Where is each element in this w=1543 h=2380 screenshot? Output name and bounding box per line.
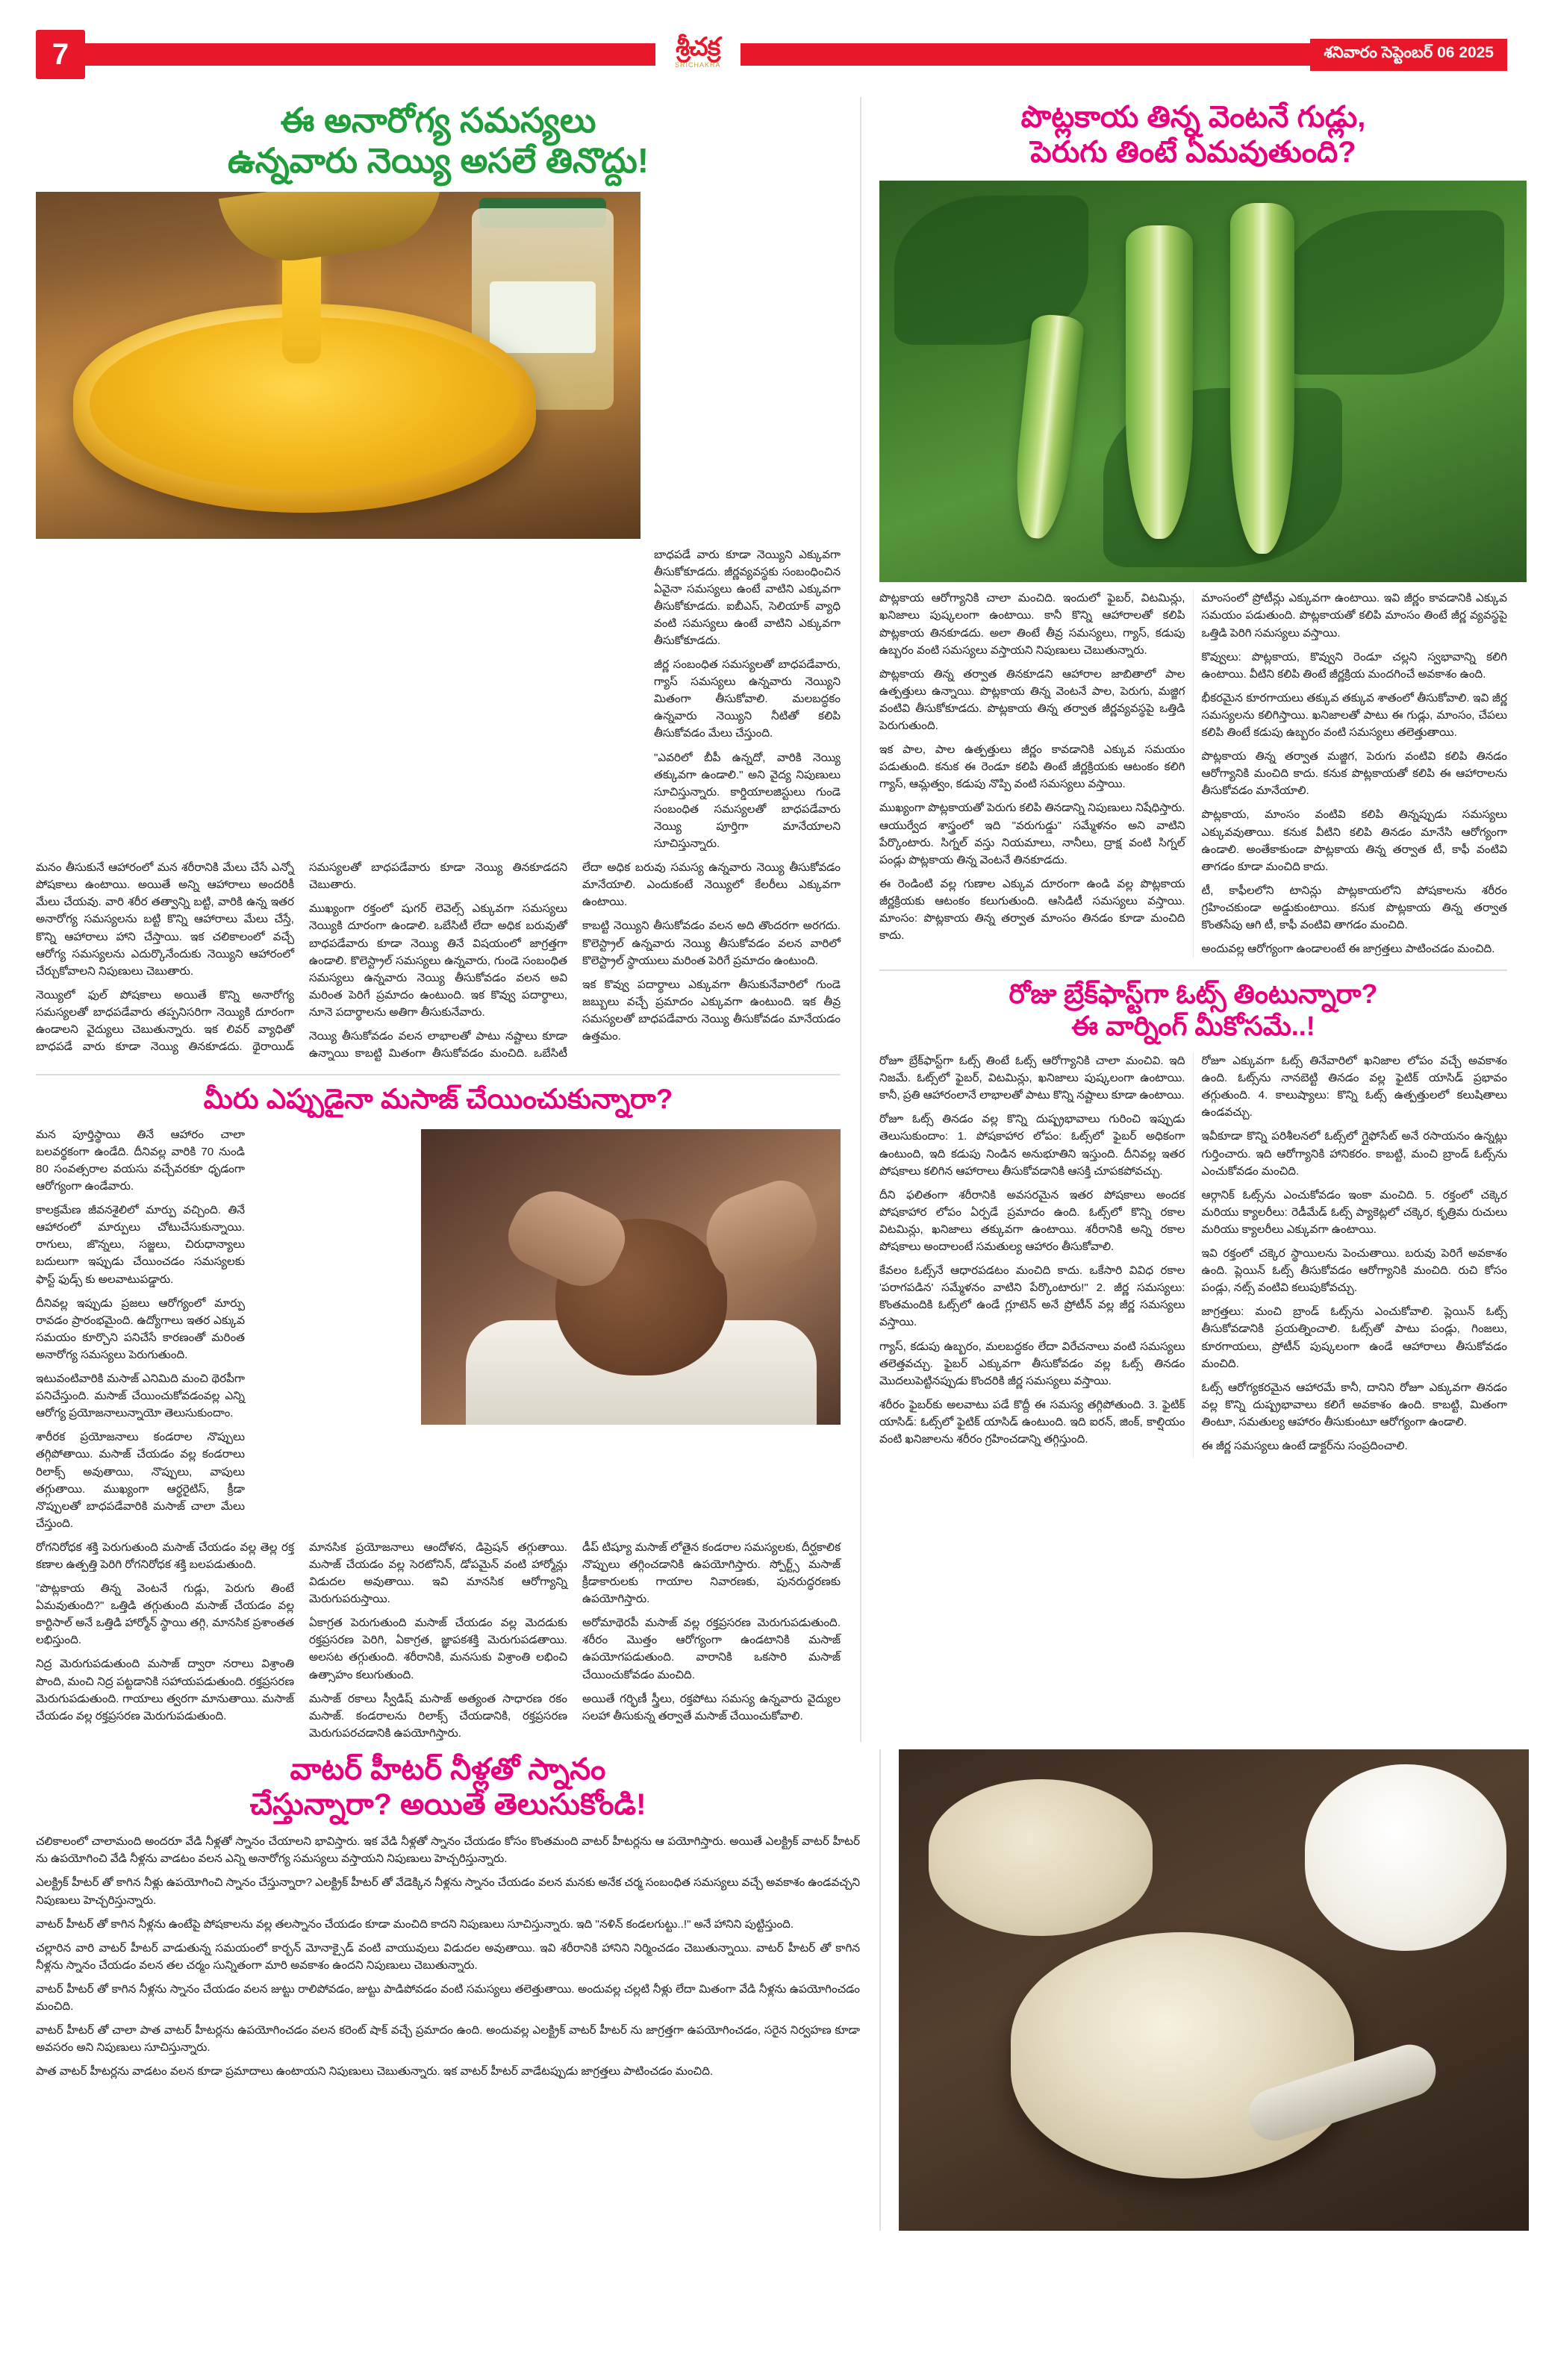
headline-line-1: రోజు బ్రేక్‌ఫాస్ట్‌గా ఓట్స్ తింటున్నారా? <box>1009 978 1378 1010</box>
paragraph: జీర్ణ సంబంధిత సమస్యలతో బాధపడేవారు, గ్యాస్ సమస్యలు ఉన్నవారు నెయ్యిని మితంగా తీసుకోవాలి. మలబద్ధకం ఉన్నవారు నెయ్యిని నీటితో కలిపి తీసుకోవడం మేలు చేస్తుంది. <box>654 658 841 740</box>
page-number-badge: 7 <box>36 30 85 79</box>
paragraph: నెయ్యి తీసుకోవడం వలన లాభాలతో పాటు నష్టాలు కూడా ఉన్నాయి కాబట్టి మితంగా తీసుకోవడం మంచిది. ఒబేసిటీ లేదా అధిక బరువు సమస్య ఉన్నవారు నెయ్యి తీసుకోవడం మానేయాలి. ఎందుకంటే నెయ్యిలో కేలరీలు ఎక్కువగా ఉంటాయి. <box>309 861 841 1061</box>
content-bottom <box>36 1749 1507 2231</box>
paragraph: మనం తీసుకునే ఆహారంలో మన శరీరానికి మేలు చేసే ఎన్నో పోషకాలు ఉంటాయి. అయితే అన్ని ఆహారాలు అందరికీ మేలు చేయవు. వారి శరీర తత్వాన్ని బట్టి, వారికి ఉన్న ఇతర అనారోగ్య సమస్యలను బట్టి కొన్ని ఆహారాలు మేలు చేస్తే, కొన్ని ఆహారాలు హాని చేస్తాయి. ఇక చలికాలంలో వచ్చే ఆరోగ్య సమస్యలను ఎదుర్కొనేందుకు నెయ్యిని ఆహారంలో చేర్చుకోవాలని నిపుణులు చెబుతారు. <box>36 861 294 978</box>
water-heater-body <box>36 1833 860 2080</box>
paragraph: ఇక కొవ్వు పదార్థాలు ఎక్కువగా తీసుకునేవారిలో గుండె జబ్బులు వచ్చే ప్రమాదం ఎక్కువగా ఉంటుంది. ఇక తీవ్ర సమస్యలతో బాధపడేవారు నెయ్యి తీసుకోవడం మానేయడం ఉత్తమం. <box>582 978 841 1043</box>
paragraph: నెయ్యిలో ఫుల్ పోషకాలు అయితే కొన్ని అనారోగ్య సమస్యలతో బాధపడేవారు తప్పనిసరిగా నెయ్యికి దూరంగా ఉండాలని వైద్యులు చెబుతున్నారు. ఇక లివర్ వ్యాధితో బాధపడే వారు కూడా నెయ్యి తినకూడదు. థైరాయిడ్ సమస్యలతో బాధపడేవారు కూడా నెయ్యి తినకూడదని చెబుతారు. <box>36 861 567 1054</box>
ghee-body-side <box>654 546 841 860</box>
article-okra <box>879 100 1507 1458</box>
masthead <box>36 22 1507 87</box>
paragraph: రోగనిరోధక శక్తి పెరుగుతుంది మసాజ్ చేయడం వల్ల తెల్ల రక్త కణాల ఉత్పత్తి పెరిగి రోగనిరోధక శక్తి బలపడుతుంది. <box>36 1540 294 1571</box>
paragraph: శారీరక ప్రయోజనాలు కండరాల నొప్పులు తగ్గిపోతాయి. మసాజ్ చేయడం వల్ల కండరాలు రిలాక్స్ అవుతాయి, నొప్పులు, వాపులు తగ్గుతాయి. ముఖ్యంగా ఆర్థరైటిస్, క్రీడా నొప్పులతో బాధపడేవారికి మసాజ్ చాలా మేలు చేస్తుంది. <box>36 1431 245 1530</box>
paragraph: ఎలక్ట్రిక్ హీటర్ తో కాగిన నీళ్లు ఉపయోగించి స్నానం చేస్తున్నారా? ఎలక్ట్రిక్ హీటర్ తో వేడెక్కిన నీళ్లను స్నానం చేయడం వలన మనకు అనేక చర్మ సంబంధిత సమస్యలు వచ్చే అవకాశం ఉండవచ్చని నిపుణులు హెచ్చరిస్తున్నారు. <box>36 1876 860 1907</box>
paragraph: శరీరం ఫైబర్‌కు అలవాటు పడే కొద్దీ ఈ సమస్య తగ్గిపోతుంది. 3. ఫైటిక్ యాసిడ్: ఓట్స్‌లో ఫైటిక్ యాసిడ్ ఉంటుంది. ఇది ఐరన్, జింక్, కాల్షియం వంటి ఖనిజాలను శరీరం గ్రహించడాన్ని తగ్గిస్తుంది. <box>879 1398 1185 1446</box>
paragraph: పొట్లకాయ తిన్న తర్వాత తినకూడని ఆహారాల జాబితాలో పాల ఉత్పత్తులు ఉన్నాయి. పొట్లకాయ తిన్న వెంటనే పాల, పెరుగు, మజ్జిగ వంటివి తీసుకోకూడదు. పొట్లకాయ తిన్న తర్వాత జీర్ణవ్యవస్థపై ఒత్తిడి పెరుగుతుంది. <box>879 667 1185 733</box>
paragraph: కొవ్వులు: పొట్లకాయ, కొవ్వుని రెండూ చల్లని స్వభావాన్ని కలిగి ఉంటాయి. వీటిని కలిపి తింటే జీర్ణక్రియ మందగించే అవకాశం ఉంది. <box>1201 650 1507 681</box>
masthead-rule-right <box>741 43 1311 66</box>
paragraph: ఓట్స్ ఆరోగ్యకరమైన ఆహారమే కానీ, దానిని రోజూ ఎక్కువగా తినడం వల్ల కొన్ని దుష్ప్రభావాలు కలిగే అవకాశం ఉంది. కాబట్టి, మితంగా తింటూ, సమతుల్య ఆహారం తీసుకుంటూ ఆరోగ్యంగా ఉండాలి. <box>1201 1381 1507 1428</box>
paragraph: ఇవీకూడా కొన్ని పరిశీలనలో ఓట్స్‌లో గ్లైఫోసేట్ అనే రసాయనం ఉన్నట్లు గుర్తించారు. ఇది ఆరోగ్యానికి హానికరం. కాబట్టి, మంచి బ్రాండ్ ఓట్స్‌ను ఎంచుకోవడం మంచిది. <box>1201 1130 1507 1178</box>
section-divider-1 <box>36 1074 841 1075</box>
paragraph: ఇవి రక్తంలో చక్కెర స్థాయిలను పెంచుతాయి. బరువు పెరిగే అవకాశం ఉంది. ప్లెయిన్ ఓట్స్ తీసుకోవడం ఆరోగ్యానికి మంచిది. రుచి కోసం పండ్లు, నట్స్ వంటివి కలుపుకోవచ్చు. <box>1201 1247 1507 1295</box>
paragraph: ఇక పాల, పాల ఉత్పత్తులు జీర్ణం కావడానికి ఎక్కువ సమయం పడుతుంది. కనుక ఈ రెండూ కలిపి తింటే జీర్ణక్రియకు ఆటంకం కలిగి గ్యాస్, ఆమ్లత్వం, కడుపు నొప్పి వంటి సమస్యలు వస్తాయి. <box>879 743 1185 791</box>
article-massage-headline: మీరు ఎప్పుడైనా మసాజ్ చేయించుకున్నారా? <box>203 1084 673 1115</box>
paragraph: ముఖ్యంగా రక్తంలో షుగర్ లెవెల్స్ ఎక్కువగా సమస్యలు నెయ్యికి దూరంగా ఉండాలి. ఒబేసిటీ లేదా అధిక బరువుతో బాధపడేవారు కూడా నెయ్యి తినే విషయంలో జాగ్రత్తగా ఉండాలి. కొలెస్ట్రాల్ సమస్యలు ఉన్నవారు, గుండె సంబంధిత సమస్యలు ఉన్నవారు నెయ్యి తీసుకోవడం వలన అవి మరింత పెరిగే ప్రమాదం ఉంటుంది. ఇక కొవ్వు పదార్థాలు, నూనె పదార్థాలను అతిగా తీసుకునేవారు. <box>309 902 567 1019</box>
article-massage <box>36 1083 841 1742</box>
article-oats-headline <box>879 978 1507 1042</box>
paragraph: మాంసంలో ప్రోటీన్లు ఎక్కువగా ఉంటాయి. ఇవి జీర్ణం కావడానికి ఎక్కువ సమయం పడుతుంది. పొట్లకాయతో కలిపి మాంసం తింటే జీర్ణ వ్యవస్థపై ఒత్తిడి పెరిగి సమస్యలు వస్తాయి. <box>1201 592 1507 640</box>
article-ghee <box>36 100 841 1062</box>
issue-date: శనివారం సెప్టెంబర్ 06 2025 <box>1310 39 1507 71</box>
article-ghee-headline <box>36 100 841 181</box>
paragraph: వాటర్ హీటర్ తో కాగిన నీళ్లను స్నానం చేయడం వలన జుట్టు రాలిపోవడం, జుట్టు పాడిపోవడం వంటి సమస్యలు తలెత్తుతాయి. అందువల్ల చల్లటి నీళ్లు లేదా మితంగా వేడి నీళ్లను ఉపయోగించడం మంచిది. <box>36 1982 860 2014</box>
headline-line-1: పొట్లకాయ తిన్న వెంటనే గుడ్లు, <box>1020 101 1366 134</box>
paragraph: రోజూ బ్రేక్‌ఫాస్ట్‌గా ఓట్స్ తింటే ఓట్స్ ఆరోగ్యానికి చాలా మంచివి. ఇది నిజమే. ఓట్స్‌లో ఫైబర్, విటమిన్లు, ఖనిజాలు పుష్కలంగా ఉంటాయి. కానీ, ప్రతి ఆహారంలానే లాభాలతో పాటు కొన్ని నష్టాలు కూడా ఉంటాయి. <box>879 1055 1185 1102</box>
headline-line-1: ఈ అనారోగ్య సమస్యలు <box>280 101 596 140</box>
paragraph: వాటర్ హీటర్ తో చాలా పాత వాటర్ హీటర్లను ఉపయోగించడం వలన కరెంట్ షాక్ వచ్చే ప్రమాదం ఉంది. అందువల్ల ఎలక్ట్రిక్ వాటర్ హీటర్ ను జాగ్రత్తగా ఉపయోగించడం, సరైన నిర్వహణ కూడా అవసరం అని నిపుణులు సూచిస్తున్నారు. <box>36 2024 860 2055</box>
paragraph: కాలక్రమేణ జీవనశైలిలో మార్పు వచ్చింది. తినే ఆహారంలో మార్పులు చోటుచేసుకున్నాయి. రాగులు, జొన్నలు, సజ్జలు, చిరుధాన్యాలు బదులుగా ఇప్పుడు చేయించడం సమస్యలకు ఫాస్ట్ ఫుడ్స్ కు అలవాటుపడ్డారు. <box>36 1204 245 1286</box>
logo-title: శ్రీచక్ర <box>676 33 720 61</box>
paragraph: అయితే గర్భిణీ స్త్రీలు, రక్తపోటు సమస్య ఉన్నవారు వైద్యుల సలహా తీసుకున్న తర్వాతే మసాజ్ చేయించుకోవాలి. <box>582 1692 841 1722</box>
leaf <box>1280 210 1504 375</box>
gourd-pod <box>1010 313 1085 542</box>
oats-bowl-main <box>1011 1932 1354 2178</box>
paragraph: ఈ జీర్ణ సమస్యలు ఉంటే డాక్టర్‌ను సంప్రదించాలి. <box>1201 1439 1408 1452</box>
publication-logo <box>655 34 741 69</box>
paragraph: ఈ రెండింటి వల్ల గుణాల ఎక్కువ దూరంగా ఉండి వల్ల పొట్లకాయ జీర్ణక్రియకు ఆటంకం కలుగుతుంది. ఆసిడిటీ సమస్యలు వస్తాయి. మాంసం: పొట్లకాయ తిన్న తర్వాత మాంసం తినడం కూడా మంచిది కాదు. <box>879 877 1185 943</box>
oats-photo-wrap <box>879 1749 1527 2231</box>
paragraph: రోజూ ఓట్స్ తినడం వల్ల కొన్ని దుష్ప్రభావాలు గురించి ఇప్పుడు తెలుసుకుందాం: 1. పోషకాహార లోపం: ఓట్స్‌లో ఫైబర్ అధికంగా ఉంటుంది, ఇది కడుపు నిండిన అనుభూతిని ఇస్తుంది. దీనివల్ల ఇతర పోషకాలు కలిగిన ఆహారాలు తీసుకోవడానికి ఆసక్తి చూపకపోవచ్చు. <box>879 1113 1185 1178</box>
massage-body-col1 <box>36 1126 245 1539</box>
paragraph: జాగ్రత్తలు: మంచి బ్రాండ్ ఓట్స్‌ను ఎంచుకోవాలి. ప్లెయిన్ ఓట్స్ తీసుకోవడానికి ప్రయత్నించాలి. ఓట్స్‌తో పాటు పండ్లు, గింజలు, కూరగాయలు, ప్రోటీన్ పుష్కలంగా ఉండే ఆహారాలు తీసుకోవడం మంచిది. <box>1201 1305 1507 1370</box>
article-water-heater-headline <box>36 1752 860 1823</box>
paragraph: పొట్లకాయ ఆరోగ్యానికి చాలా మంచిది. ఇందులో ఫైబర్, విటమిన్లు, ఖనిజాలు పుష్కలంగా ఉంటాయి. కానీ కొన్ని ఆహారాలతో కలిపి పొట్లకాయ తినకూడదు. అలా తింటే తీవ్ర సమస్యలు, గ్యాస్, కడుపు ఉబ్బరం వంటి సమస్యలు వస్తాయని నిపుణులు చెబుతున్నారు. <box>879 592 1185 657</box>
paragraph: నిద్ర మెరుగుపడుతుంది మసాజ్ ద్వారా నరాలు విశ్రాంతి పొంది, మంచి నిద్ర పట్టడానికి సహాయపడుతుంది. రక్తప్రసరణ మెరుగుపడుతుంది. గాయాలు త్వరగా మానుతాయి. మసాజ్ చేయడం వల్ల రక్తప్రసరణ మెరుగుపడుతుంది. <box>36 1658 294 1722</box>
paragraph: టీ, కాఫీలలోని టానిన్లు పొట్లకాయలోని పోషకాలను శరీరం గ్రహించకుండా అడ్డుకుంటాయి. కనుక పొట్లకాయ తిన్న తర్వాత కొంతసేపు ఆగి టీ, కాఫీ వంటివి తాగడం మంచిది. <box>1201 884 1507 931</box>
paragraph: "ఎవరిలో బీపీ ఉన్నదో, వారికి నెయ్యి తక్కువగా ఉండాలి." అని వైద్య నిపుణులు సూచిస్తున్నారు. కార్డియాలజిస్టులు గుండె సంబంధిత సమస్యలతో బాధపడేవారు నెయ్యి పూర్తిగా మానేయాలని సూచిస్తున్నారు. <box>654 751 841 851</box>
paragraph: మానసిక ప్రయోజనాలు ఆందోళన, డిప్రెషన్ తగ్గుతాయి. మసాజ్ చేయడం వల్ల సెరటోనిన్, డోపమైన్ వంటి హార్మోన్లు విడుదల అవుతాయి. ఇవి మానసిక ఆరోగ్యాన్ని మెరుగుపరుస్తాయి. <box>309 1540 567 1606</box>
paragraph: మసాజ్ రకాలు స్వీడిష్ మసాజ్ అత్యంత సాధారణ రకం మసాజ్. కండరాలను రిలాక్స్ చేయడానికి, రక్తప్రసరణ మెరుగుపరచడానికి ఉపయోగిస్తారు. <box>309 1692 567 1740</box>
milk-glass <box>1305 1764 1506 1951</box>
paragraph: ఆర్గానిక్ ఓట్స్‌ను ఎంచుకోవడం ఇంకా మంచిది. 5. రక్తంలో చక్కెర మరియు క్యాలరీలు: రెడీమేడ్ ఓట్స్ ప్యాకెట్లలో చక్కెర, కృత్రిమ రుచులు మరియు క్యాలరీలు ఎక్కువగా ఉంటాయి. <box>1201 1188 1507 1236</box>
paragraph: బాధపడే వారు కూడా నెయ్యిని ఎక్కువగా తీసుకోకూడదు. జీర్ణవ్యవస్థకు సంబంధించిన ఏవైనా సమస్యలు ఉంటే వాటిని ఎక్కువగా తీసుకోకూడదు. ఐబీఎస్, సెలియాక్ వ్యాధి వంటి సమస్యలు ఉంటే వాటిని ఎక్కువగా తీసుకోకూడదు. <box>654 548 841 647</box>
paragraph: కేవలం ఓట్స్‌నే ఆధారపడటం మంచిది కాదు. ఒకేసారి వివిధ రకాల 'పరాగపడిన' సమ్మేళనం వాటిని పేర్కొంటారు!" 2. జీర్ణ సమస్యలు: కొంతమందికి ఓట్స్‌లో ఉండే గ్లూటెన్ అనే ప్రోటీన్ వల్ల జీర్ణ సమస్యలు వస్తాయి. <box>879 1264 1185 1329</box>
paragraph: పొట్లకాయ తిన్న తర్వాత మజ్జిగ, పెరుగు వంటివి కలిపి తినడం ఆరోగ్యానికి మంచిది కాదు. కనుక పొట్లకాయతో కలిపి ఈ ఆహారాలను తీసుకోవడం మానేయాలి. <box>1201 750 1507 798</box>
column-left <box>36 97 860 1742</box>
content-top <box>36 97 1507 1742</box>
ghee-spoon <box>219 192 450 269</box>
headline-line-2: పెరుగు తింటే ఏమవుతుంది? <box>1030 136 1356 169</box>
paragraph: పాత వాటర్ హీటర్లను వాడటం వలన కూడా ప్రమాదాలు ఉంటాయని నిపుణులు చెబుతున్నారు. ఇక వాటర్ హీటర్ వాడేటప్పుడు జాగ్రత్తలు పాటించడం మంచిది. <box>36 2065 714 2078</box>
headline-line-2: ఈ వార్నింగ్ మీకోసమే..! <box>1071 1010 1315 1041</box>
paragraph: ఇటువంటివారికి మసాజ్ ఎనిమిది మంచి థెరపీగా పనిచేస్తుంది. మసాజ్ చేయించుకోవడంవల్ల ఎన్ని ఆరోగ్య ప్రయోజనాలున్నాయో తెలుసుకుందాం. <box>36 1372 245 1420</box>
headline-line-1: వాటర్ హీటర్ నీళ్లతో స్నానం <box>290 1752 606 1786</box>
paragraph: అరోమాథెరపీ మసాజ్ వల్ల రక్తప్రసరణ మెరుగుపడుతుంది. శరీరం మొత్తం ఆరోగ్యంగా ఉండటానికి మసాజ్ ఉపయోగపడుతుంది. వారానికి ఒకసారి మసాజ్ చేయించుకోవడం మంచిది. <box>582 1617 841 1681</box>
paragraph: వాటర్ హీటర్ తో కాగిన నీళ్లను ఉంటేపై పోషకాలను వల్ల తలస్నానం చేయడం కూడా మంచిది కాదని నిపుణులు సూచిస్తున్నారు. ఇది "నళిన్ కండలగుట్టు..!" అనే హానిని పుట్టిస్తుంది. <box>36 1917 794 1931</box>
article-oats <box>879 978 1507 1458</box>
paragraph: దీనివల్ల ఇప్పుడు ప్రజలు ఆరోగ్యంలో మార్పు రావడం ప్రారంభమైంది. ఉద్యోగాలు ఇతర ఎక్కువ సమయం కూర్చొని పనిచేసే కారణంతో మరింత అనారోగ్య సమస్యలు పెరుగుతుంది. <box>36 1296 245 1361</box>
jar-label <box>490 281 596 353</box>
oats-body <box>879 1052 1507 1458</box>
paragraph: భీకరమైన కూరగాయలు తక్కువ తక్కువ శాతంలో తీసుకోవాలి. ఇవి జీర్ణ సమస్యలను కలిగిస్తాయి. ఖనిజాలతో పాటు ఈ గుడ్లు, మాంసం, చేపలు కలిపి తింటే కడుపు ఉబ్బరం వంటి సమస్యలు తలెత్తుతాయి. <box>1201 691 1507 740</box>
okra-ridge-gourd-photo <box>879 181 1527 582</box>
massage-body-main <box>36 1539 841 1742</box>
paragraph: కాబట్టి నెయ్యిని తీసుకోవడం వలన అది తొందరగా అరగదు. కొలెస్ట్రాల్ ఉన్నవారు నెయ్యి తీసుకోవడం వలన వారిలో కొలెస్ట్రాల్ స్థాయులు మరింత పెరిగే ప్రమాదం ఉంటుంది. <box>582 919 841 967</box>
okra-body <box>879 590 1507 958</box>
ghee-pouring-photo <box>36 192 640 539</box>
paragraph: అందువల్ల ఆరోగ్యంగా ఉండాలంటే ఈ జాగ్రత్తలు పాటించడం మంచిది. <box>1201 943 1495 956</box>
paragraph: ఏకాగ్రత పెరుగుతుంది మసాజ్ చేయడం వల్ల మెదడుకు రక్తప్రసరణ పెరిగి, ఏకాగ్రత, జ్ఞాపకశక్తి మెరుగుపడతాయి. అలసట తగ్గుతుంది. శరీరానికి, మనసుకు విశ్రాంతి లభించి ఉత్సాహం కలుగుతుంది. <box>309 1617 567 1681</box>
paragraph: మన పూర్తిస్థాయి తినే ఆహారం చాలా బలవర్థకంగా ఉండేది. దీనివల్ల వారికి 70 నుండి 80 సంవత్సరాల వయసు వచ్చేవరకూ ధృడంగా ఆరోగ్యంగా ఉండేవారు. <box>36 1128 245 1193</box>
paragraph: చలికాలంలో చాలామంది అందరూ వేడి నీళ్లతో స్నానం చేయాలని భావిస్తారు. ఇక వేడి నీళ్లతో స్నానం చేయడం కోసం కొంతమంది వాటర్ హీటర్లను ఆ పయోగిస్తారు. అయితే ఎలక్ట్రిక్ వాటర్ హీటర్ ను ఉపయోగించి వేడి నీళ్లను వాడటం వలన ఎన్ని అనారోగ్య సమస్యలు వస్తాయని నిపుణులు హెచ్చరిస్తున్నారు. <box>36 1835 860 1866</box>
head-massage-photo <box>421 1129 841 1425</box>
paragraph: చల్లారిన వారి వాటర్ హీటర్ వాడుతున్న సమయంలో కార్బన్ మోనాక్సైడ్ వంటి వాయువులు విడుదల అవుతాయి. ఇవి శరీరానికి హానిని నిర్మించడం చెబుతున్నాయి. వాటర్ హీటర్ తో కాగిన నీళ్లను స్నానం చేయడం వలన తల చర్మం సున్నితంగా మారి అవకాశం ఉందని నిపుణులు చెబుతున్నారు. <box>36 1941 860 1972</box>
paragraph: గ్యాస్, కడుపు ఉబ్బరం, మలబద్ధకం లేదా విరేచనాలు వంటి సమస్యలు తలెత్తవచ్చు. ఫైబర్ ఎక్కువగా తీసుకోవడం వల్ల ఓట్స్ తినడం మొదలుపెట్టినప్పుడు కొందరికి జీర్ణ సమస్యలు వస్తాయి. <box>879 1340 1185 1387</box>
article-okra-headline <box>879 100 1507 170</box>
headline-line-2: ఉన్నవారు నెయ్యి అసలే తినొద్దు! <box>227 141 649 181</box>
paragraph: "పొట్లకాయ తిన్న వెంటనే గుడ్లు, పెరుగు తింటే ఏమవుతుంది?" ఒత్తిడి తగ్గుతుంది మసాజ్ చేయడం వల్ల కార్టిసాల్ అనే ఒత్తిడి హార్మోన్ స్థాయి తగ్గి, మానసిక ప్రశాంతత లభిస్తుంది. <box>36 1582 294 1647</box>
gourd-pod <box>1230 203 1294 554</box>
masthead-rule-left <box>85 43 655 66</box>
paragraph: డీప్ టిష్యూ మసాజ్ లోతైన కండరాల సమస్యలకు, దీర్ఘకాలిక నొప్పులు తగ్గించడానికి ఉపయోగిస్తారు. స్పోర్ట్స్ మసాజ్ క్రీడాకారులకు గాయాల నివారణకు, పునరుద్ధరణకు ఉపయోగిస్తారు. <box>582 1540 841 1606</box>
logo-subtitle: SRICHAKRA <box>674 61 721 69</box>
oats-breakfast-photo <box>899 1749 1529 2231</box>
paragraph: పొట్లకాయ, మాంసం వంటివి కలిపి తిన్నప్పుడు సమస్యలు ఎక్కువవుతాయి. కనుక వీటిని కలిపి తినడం మానేసి ఆరోగ్యంగా ఉండాలి. అంతేకాకుండా పొట్లకాయ తిన్న తర్వాత టీ, కాఫీ వంటివి తాగడం కూడా మంచిది కాదు. <box>1201 808 1507 873</box>
paragraph: ముఖ్యంగా పొట్లకాయతో పెరుగు కలిపి తినడాన్ని నిపుణులు నిషేధిస్తారు. ఆయుర్వేద శాస్త్రంలో ఇది "వరుగుడ్డు" సమ్మేళనం అని వాటిని పేర్కొంటారు. సిగ్నల్ వస్తు నియమాలు, నానీలు, ద్రాక్ష వంటి సిగ్నల్ పండ్లు పొట్లకాయ తిన్న వెంటనే తినకూడదు. <box>879 802 1185 866</box>
column-right <box>860 97 1507 1742</box>
gourd-pod <box>1126 225 1193 539</box>
paragraph: రోజూ ఎక్కువగా ఓట్స్ తినేవారిలో ఖనిజాల లోపం వచ్చే అవకాశం ఉంది. ఓట్స్‌ను నానబెట్టి తినడం వల్ల ఫైటిక్ యాసిడ్ ప్రభావం తగ్గుతుంది. 4. కాలుష్యాలు: కొన్ని ఓట్స్ ఉత్పత్తులలో కలుషితాలు ఉండవచ్చు. <box>1201 1055 1507 1119</box>
section-divider-2 <box>879 969 1507 971</box>
paragraph: దీని ఫలితంగా శరీరానికి అవసరమైన ఇతర పోషకాలు అందక పోషకాహార లోపం ఏర్పడే ప్రమాదం ఉంది. ఓట్స్‌లో కొన్ని రకాల విటమిన్లు, ఖనిజాలు తక్కువగా ఉంటాయి. శరీరానికి అన్ని రకాల పోషకాలు అందాలంటే సమతుల్య ఆహారం తీసుకోవాలి. <box>879 1188 1185 1254</box>
article-water-heater <box>36 1749 860 2231</box>
ghee-body-main <box>36 859 841 1062</box>
headline-line-2: చేస్తున్నారా? అయితే తెలుసుకోండి! <box>249 1788 646 1822</box>
oats-bowl-small <box>929 1779 1153 1936</box>
